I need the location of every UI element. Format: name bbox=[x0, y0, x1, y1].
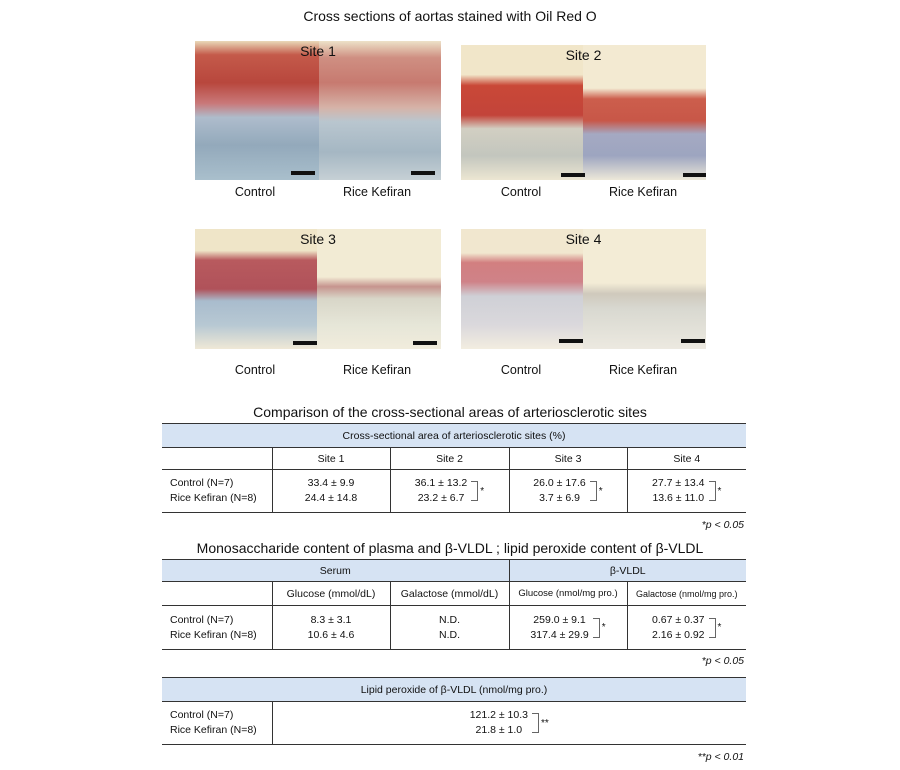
site-1-kefiran-caption: Rice Kefiran bbox=[342, 185, 412, 199]
value-control: 0.67 ± 0.37 bbox=[652, 613, 705, 626]
table1-col-site4: Site 4 bbox=[627, 448, 746, 470]
value-kefiran: N.D. bbox=[439, 628, 460, 641]
table2-cell-serum-glucose bbox=[272, 606, 390, 650]
table2-col-vldl-galactose: Galactose (nmol/mg pro.) bbox=[627, 582, 746, 606]
table1-row-labels bbox=[162, 470, 272, 513]
arteriosclerotic-area-table bbox=[162, 423, 746, 513]
significance-mark: * bbox=[717, 485, 722, 497]
table2-group-serum: Serum bbox=[319, 564, 351, 577]
site-2-label: Site 2 bbox=[565, 47, 602, 63]
significance-bracket bbox=[709, 481, 716, 501]
scale-bar bbox=[411, 171, 435, 175]
significance-bracket bbox=[709, 618, 716, 638]
table2-group-vldl: β-VLDL bbox=[509, 560, 746, 582]
site-4-control-caption: Control bbox=[500, 363, 542, 377]
scale-bar bbox=[681, 339, 705, 343]
value-kefiran: 10.6 ± 4.6 bbox=[307, 628, 355, 641]
site-3-control-caption: Control bbox=[234, 363, 276, 377]
table3-header: Lipid peroxide of β-VLDL (nmol/mg pro.) bbox=[360, 683, 548, 696]
significance-mark: * bbox=[598, 485, 603, 497]
table2-col-vldl-glucose: Glucose (nmol/mg pro.) bbox=[509, 582, 627, 606]
site-4-micrograph bbox=[461, 229, 706, 349]
table1-cell-site3 bbox=[509, 470, 627, 513]
value-control: 26.0 ± 17.6 bbox=[533, 477, 586, 489]
value-kefiran: 23.2 ± 6.7 bbox=[417, 492, 465, 504]
site-2-control-caption: Control bbox=[500, 185, 542, 199]
table1-cell-site1 bbox=[272, 470, 390, 513]
row-label-kefiran: Rice Kefiran (N=8) bbox=[170, 724, 257, 736]
significance-bracket bbox=[471, 481, 478, 501]
lipid-peroxide-table bbox=[162, 677, 746, 745]
figure-title: Cross sections of aortas stained with Oil Red O bbox=[303, 8, 597, 24]
value-kefiran: 13.6 ± 11.0 bbox=[652, 492, 705, 504]
row-label-control: Control (N=7) bbox=[170, 613, 234, 626]
table2-row-labels bbox=[162, 606, 272, 650]
table1-cell-site4 bbox=[627, 470, 746, 513]
table2-cell-serum-galactose bbox=[390, 606, 509, 650]
site-1-label: Site 1 bbox=[300, 43, 336, 59]
table1-header: Cross-sectional area of arteriosclerotic sites (%) bbox=[342, 429, 566, 442]
row-label-control: Control (N=7) bbox=[170, 709, 234, 721]
row-label-kefiran: Rice Kefiran (N=8) bbox=[170, 492, 257, 504]
table1-col-site2: Site 2 bbox=[390, 448, 509, 470]
table2-title: Monosaccharide content of plasma and β-VLDL ; lipid peroxide content of β-VLDL bbox=[196, 540, 704, 556]
site-4-kefiran-caption: Rice Kefiran bbox=[608, 363, 678, 377]
scale-bar bbox=[291, 171, 315, 175]
value-kefiran: 3.7 ± 6.9 bbox=[539, 492, 580, 504]
table1-pvalue-note: *p < 0.05 bbox=[701, 519, 744, 531]
table2-col-serum-galactose: Galactose (mmol/dL) bbox=[390, 582, 509, 606]
significance-mark: * bbox=[601, 622, 606, 633]
table3-row-labels bbox=[162, 702, 272, 745]
significance-mark: * bbox=[717, 622, 722, 633]
significance-mark: ** bbox=[541, 717, 549, 729]
table2-cell-vldl-glucose bbox=[509, 606, 627, 650]
table3-pvalue-note: **p < 0.01 bbox=[697, 751, 744, 763]
value-control: 27.7 ± 13.4 bbox=[652, 477, 705, 489]
site-2-micrograph bbox=[461, 45, 706, 180]
value-kefiran: 2.16 ± 0.92 bbox=[652, 628, 705, 641]
scale-bar bbox=[413, 341, 437, 345]
row-label-control: Control (N=7) bbox=[170, 477, 234, 489]
row-label-kefiran: Rice Kefiran (N=8) bbox=[170, 628, 257, 641]
scale-bar bbox=[683, 173, 706, 177]
table2-cell-vldl-galactose bbox=[627, 606, 746, 650]
site-3-label: Site 3 bbox=[300, 231, 336, 247]
significance-mark: * bbox=[480, 485, 485, 497]
table2-pvalue-note: *p < 0.05 bbox=[701, 655, 744, 667]
table1-title: Comparison of the cross-sectional areas of arteriosclerotic sites bbox=[253, 404, 647, 420]
scale-bar bbox=[293, 341, 317, 345]
scale-bar bbox=[559, 339, 583, 343]
significance-bracket bbox=[532, 713, 539, 733]
value-kefiran: 21.8 ± 1.0 bbox=[475, 724, 523, 736]
site-4-label: Site 4 bbox=[565, 231, 602, 247]
site-2-kefiran-caption: Rice Kefiran bbox=[608, 185, 678, 199]
site-3-micrograph bbox=[195, 229, 441, 349]
table2-col-serum-glucose: Glucose (mmol/dL) bbox=[272, 582, 390, 606]
monosaccharide-table bbox=[162, 559, 746, 650]
table1-cell-site2 bbox=[390, 470, 509, 513]
table3-cell-lipid-peroxide bbox=[272, 702, 746, 745]
value-control: 259.0 ± 9.1 bbox=[533, 613, 586, 626]
table1-col-site1: Site 1 bbox=[272, 448, 390, 470]
site-1-micrograph bbox=[195, 41, 441, 180]
value-control: 33.4 ± 9.9 bbox=[307, 477, 355, 489]
value-control: 121.2 ± 10.3 bbox=[469, 709, 528, 721]
scale-bar bbox=[561, 173, 585, 177]
value-control: N.D. bbox=[439, 613, 460, 626]
significance-bracket bbox=[590, 481, 597, 501]
significance-bracket bbox=[593, 618, 600, 638]
site-1-control-caption: Control bbox=[234, 185, 276, 199]
value-control: 36.1 ± 13.2 bbox=[414, 477, 468, 489]
value-kefiran: 24.4 ± 14.8 bbox=[304, 492, 358, 504]
site-3-kefiran-caption: Rice Kefiran bbox=[342, 363, 412, 377]
value-control: 8.3 ± 3.1 bbox=[310, 613, 352, 626]
table1-col-site3: Site 3 bbox=[509, 448, 627, 470]
value-kefiran: 317.4 ± 29.9 bbox=[530, 628, 589, 641]
